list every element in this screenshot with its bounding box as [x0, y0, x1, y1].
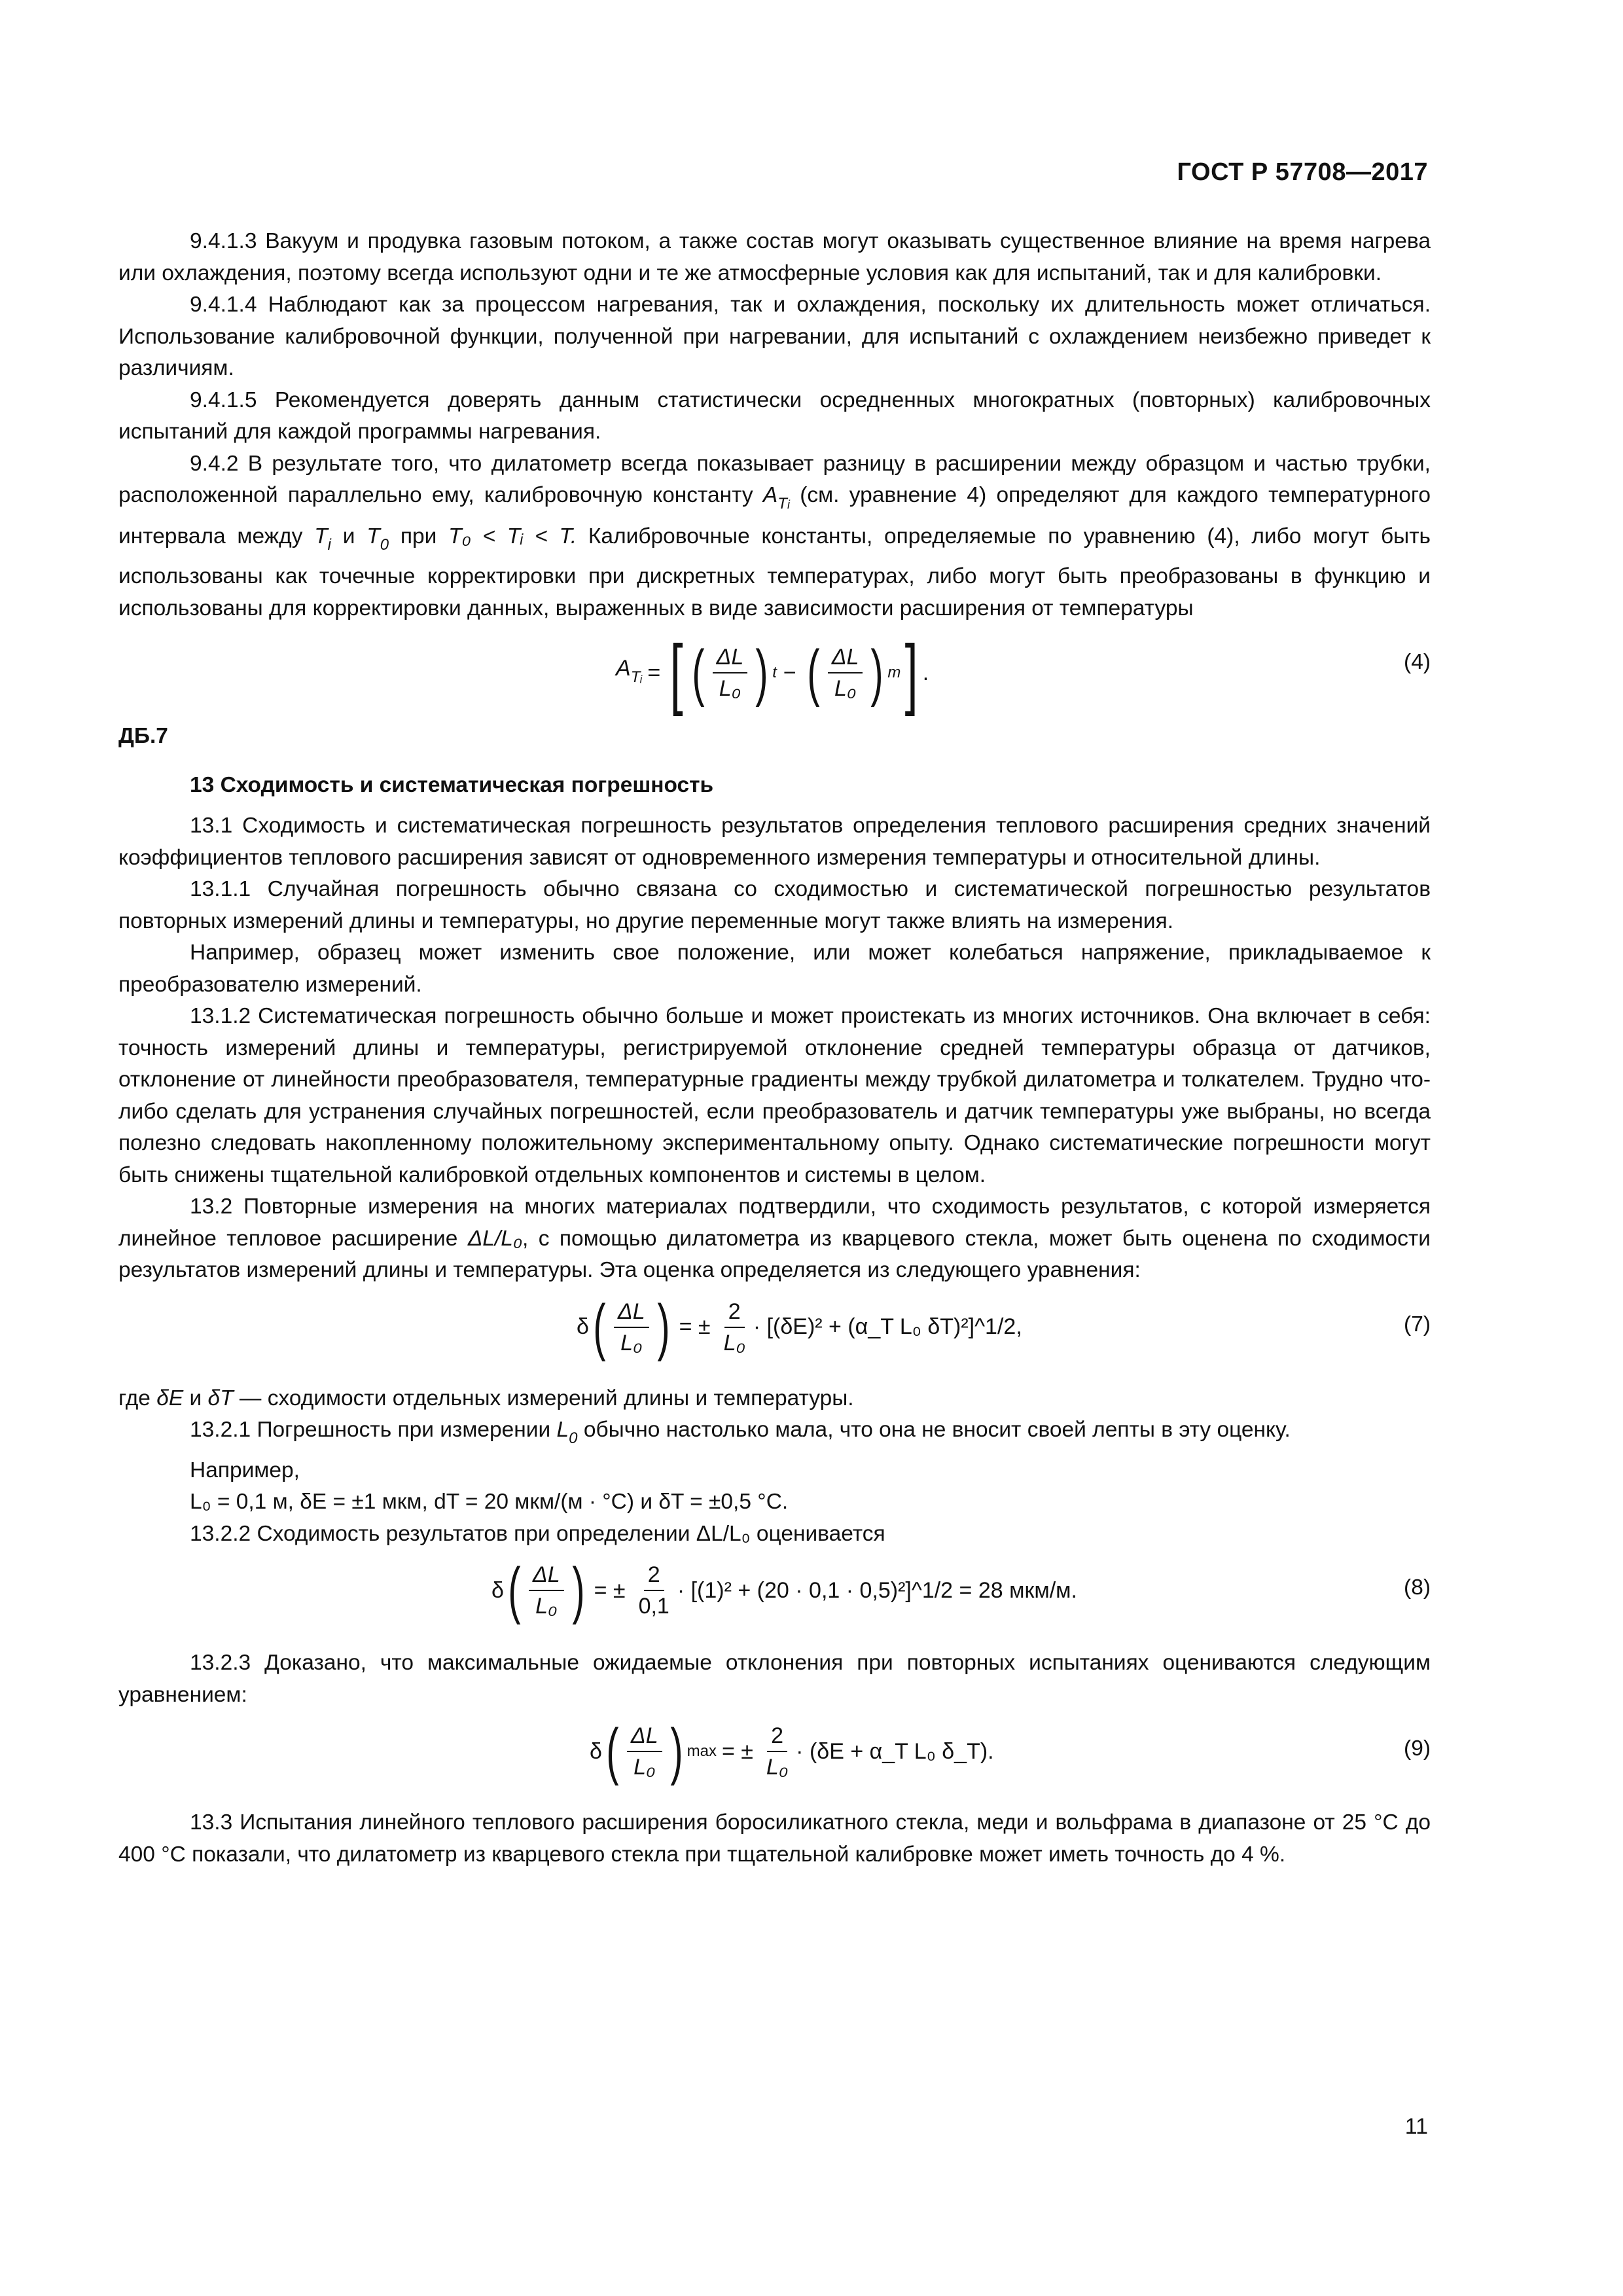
eq9-fraction: $\frac{\Delta L}{\text{L₀}}$: [627, 1723, 662, 1780]
eq4-number: (4): [1404, 650, 1431, 674]
eq4-fraction-t: $\frac{\Delta L}{\text{L₀}}$: [713, 644, 748, 702]
example-values: L₀ = 0,1 м, δE = ±1 мкм, dT = 20 мкм/(м · °C) и δT = ±0,5 °C.: [190, 1490, 789, 1514]
equation-4: $A_{Tᵢ}$ = [ ( $\frac{\Delta L}{\text{L₀}}$ ) t − ( $\frac{\Delta L}{\text{L₀}}$ ) m ] . (4): [616, 629, 1431, 717]
paragraph-13-1-1: 13.1.1 Случайная погрешность обычно связана со сходимостью и систематической погрешностью результатов повторных измерений длины и температуры, но другие переменные могут также влиять на измерения.: [118, 877, 1431, 933]
paragraph-9-4-1-5: 9.4.1.5 Рекомендуется доверять данным статистически осредненных многократных (повторных) калибровочных испытаний для каждой программы нагревания.: [118, 387, 1431, 444]
eq7-fraction: $\frac{\Delta L}{\text{L₀}}$: [614, 1299, 649, 1356]
equation-9: δ ( $\frac{\Delta L}{\text{L₀}}$ ) max = ± $\frac{2}{\text{L₀}}$ · (δE + α_T L₀ δ_T). (9): [590, 1716, 1431, 1786]
paragraph-13-1-1-example: Например, образец может изменить свое положение, или может колебаться напряжение, прикладываемое к преобразователю измерений.: [118, 941, 1431, 997]
paragraph-13-2-3: 13.2.3 Доказано, что максимальные ожидаемые отклонения при повторных испытаниях оцениваются следующим уравнением:: [118, 1651, 1431, 1707]
paragraph-9-4-1-4: 9.4.1.4 Наблюдают как за процессом нагревания, так и охлаждения, поскольку их длительность может отличаться. Использование калибровочной функции, полученной при нагревании, для испытаний с охлаждением неизбежно приведет к различиям.: [118, 293, 1431, 380]
section-13-heading: 13 Сходимость и систематическая погрешность: [190, 772, 714, 797]
symbol-a-ti: $A_{Ti}$: [762, 483, 790, 512]
eq7-coefficient: $\frac{2}{\text{L₀}}$: [723, 1299, 745, 1355]
p942-text-a: 9.4.2 В результате того, что дилатометр всегда показывает разницу в расширении между образцом и частью трубки, расположенной параллельно ему, калибровочную константу: [118, 451, 1431, 507]
page-body: [118, 226, 1431, 1871]
equation-8: δ ( $\frac{\Delta L}{\text{L₀}}$ ) = ± $\frac{2}{0,1}$ · [(1)² + (20 · 0,1 · 0,5)²]^1/2 = 28 мкм/м. (8): [491, 1555, 1431, 1625]
where-clause: где δE и δT — сходимости отдельных измерений длины и температуры.: [118, 1386, 854, 1410]
paragraph-13-1-2: 13.1.2 Систематическая погрешность обычно больше и может проистекать из многих источников. Она включает в себя: точность измерений длины и температуры, регистрируемой отклонение средней температуры образца от датчиков, отклонение от линейности преобразователя, температурные градиенты между трубкой дилатометра и толкателем. Трудно что-либо сделать для устранения случайных погрешностей, если преобразователь и датчик температуры уже выбраны, но всегда полезно следовать накопленному положительному экспериментальному опыту. Однако систематические погрешности могут быть снижены тщательной калибровкой отдельных компонентов и системы в целом.: [118, 1004, 1431, 1187]
eq7-number: (7): [1404, 1312, 1431, 1336]
symbol-inequality: T₀ < Tᵢ < T.: [448, 524, 577, 548]
eq9-number: (9): [1404, 1736, 1431, 1761]
paragraph-9-4-1-3: 9.4.1.3 Вакуум и продувка газовым потоком, а также состав могут оказывать существенное влияние на время нагрева или охлаждения, поэтому всегда используют одни и те же атмосферные условия как для испытаний, так и для калибровки.: [118, 229, 1431, 285]
symbol-dl-l0: ΔL/L₀: [467, 1226, 522, 1251]
eq8-coefficient: $\frac{2}{0,1}$: [638, 1562, 669, 1619]
paragraph-13-2-1: 13.2.1 Погрешность при измерении $L_0$ обычно настолько мала, что она не вносит своей лепты в эту оценку.: [190, 1418, 1291, 1447]
eq4-fraction-m: $\frac{\Delta L}{\text{L₀}}$: [828, 644, 863, 702]
standard-id-header: ГОСТ Р 57708—2017: [1177, 158, 1428, 186]
eq4-lhs: $A_{Tᵢ}$: [616, 655, 643, 686]
p942-text-b: (см. уравнение 4) определяют для каждого температурного интервала между: [118, 483, 1431, 548]
eq8-number: (8): [1404, 1575, 1431, 1600]
eq9-coefficient: $\frac{2}{\text{L₀}}$: [766, 1723, 789, 1780]
paragraph-13-3: 13.3 Испытания линейного теплового расширения боросиликатного стекла, меди и вольфрама в диапазоне от 25 °С до 400 °С показали, что дилатометр из кварцевого стекла при тщательной калибровке может иметь точность до 4 %.: [118, 1810, 1431, 1867]
p942-text-d: при: [400, 524, 437, 548]
example-label: Например,: [190, 1458, 300, 1482]
paragraph-9-4-2: [118, 448, 1431, 625]
symbol-t0: $T_0$: [366, 524, 389, 554]
paragraph-13-1: 13.1 Сходимость и систематическая погрешность результатов определения теплового расширения средних значений коэффициентов теплового расширения зависят от одновременного измерения температуры и относительной длины.: [118, 814, 1431, 870]
p942-text-c: и: [342, 524, 355, 548]
eq8-fraction: $\frac{\Delta L}{\text{L₀}}$: [529, 1562, 564, 1619]
p942-text-e: Калибровочные константы, определяемые по уравнению (4), либо могут быть использованы как точечные корректировки при дискретных температурах, либо могут быть преобразованы в функцию и использованы для корректировки данных, выраженных в виде зависимости расширения от температуры: [118, 524, 1431, 620]
section-db7: ДБ.7: [118, 724, 168, 748]
equation-7: δ ( $\frac{\Delta L}{\text{L₀}}$ ) = ± $\frac{2}{\text{L₀}}$ · [(δE)² + (α_T L₀ δT)²]^1/2, (7): [577, 1291, 1431, 1362]
page-number: 11: [1404, 2114, 1428, 2139]
paragraph-13-2: 13.2 Повторные измерения на многих материалах подтвердили, что сходимость результатов, с которой измеряется линейное тепловое расширение ΔL/L₀, с помощью дилатометра из кварцевого стекла, может быть оценена по сходимости результатов измерений длины и температуры. Эта оценка определяется из следующего уравнения:: [118, 1194, 1431, 1282]
paragraph-13-2-2: 13.2.2 Сходимость результатов при определении ΔL/L₀ оценивается: [190, 1521, 885, 1546]
symbol-ti: $T_i$: [314, 524, 331, 554]
